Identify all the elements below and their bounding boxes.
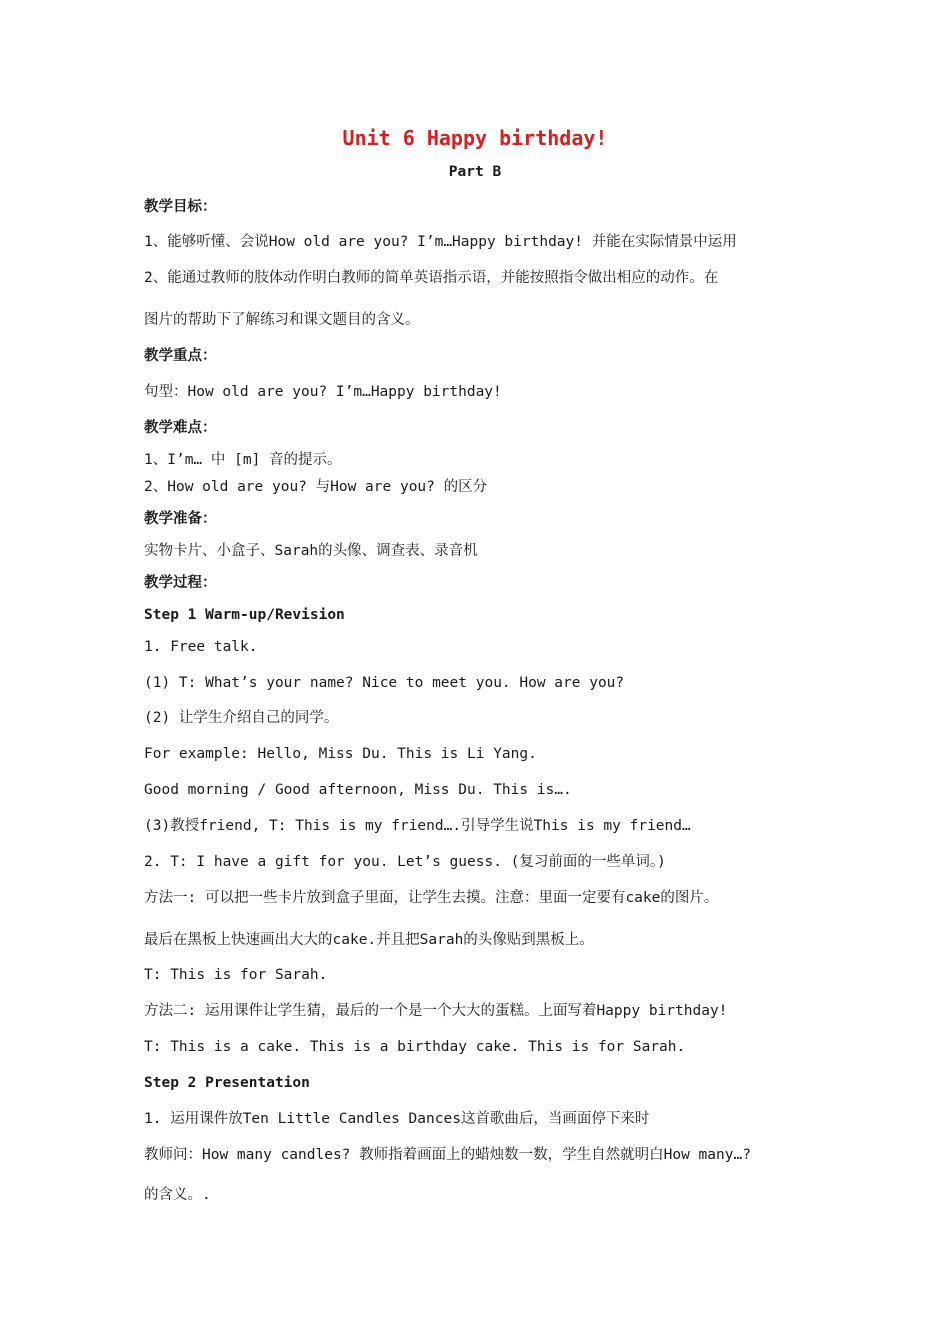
body-line: 实物卡片、小盒子、Sarah的头像、调查表、录音机 (144, 543, 478, 559)
body-line: 1. Free talk. (144, 639, 258, 655)
body-line: 2. T: I have a gift for you. Let’s guess. (复习前面的一些单词。) (144, 854, 666, 870)
body-line: 1、I’m… 中 [m] 音的提示。 (144, 452, 342, 468)
body-line: (1) T: What’s your name? Nice to meet you. How are you? (144, 675, 625, 691)
body-line: 句型：How old are you? I’m…Happy birthday! (144, 384, 502, 400)
section-heading: 教学重点： (144, 348, 217, 364)
body-line: 方法二: 运用课件让学生猜，最后的一个是一个大大的蛋糕。上面写着Happy birthday! (144, 1003, 728, 1019)
body-line: 的含义。. (144, 1187, 211, 1203)
body-line: 2、How old are you? 与How are you? 的区分 (144, 479, 488, 495)
body-line: 图片的帮助下了解练习和课文题目的含义。 (144, 312, 420, 328)
body-line: T: This is a cake. This is a birthday cake. This is for Sarah. (144, 1039, 686, 1055)
section-heading: 教学过程： (144, 575, 217, 591)
step-heading: Step 1 Warm-up/Revision (144, 607, 345, 623)
body-line: (3)教授friend, T: This is my friend….引导学生说This is my friend… (144, 818, 691, 834)
section-heading: 教学目标： (144, 199, 217, 215)
body-line: 方法一: 可以把一些卡片放到盒子里面，让学生去摸。注意：里面一定要有cake的图片。 (144, 890, 719, 906)
document-subtitle: Part B (448, 164, 502, 180)
body-line: Good morning / Good afternoon, Miss Du. This is…. (144, 782, 572, 798)
body-line: For example: Hello, Miss Du. This is Li Yang. (144, 746, 537, 762)
body-line: 2、能通过教师的肢体动作明白教师的简单英语指示语，并能按照指令做出相应的动作。在 (144, 270, 719, 286)
body-line: 1、能够听懂、会说How old are you? I’m…Happy birthday! 并能在实际情景中运用 (144, 234, 737, 250)
step-heading: Step 2 Presentation (144, 1075, 310, 1091)
body-line: 教师问：How many candles? 教师指着画面上的蜡烛数一数，学生自然就明白How many…? (144, 1147, 751, 1163)
body-line: (2) 让学生介绍自己的同学。 (144, 710, 339, 726)
body-line: 最后在黑板上快速画出大大的cake.并且把Sarah的头像贴到黑板上。 (144, 932, 594, 948)
body-line: 1. 运用课件放Ten Little Candles Dances这首歌曲后，当画面停下来时 (144, 1111, 650, 1127)
section-heading: 教学准备： (144, 511, 217, 527)
body-line: T: This is for Sarah. (144, 967, 328, 983)
section-heading: 教学难点： (144, 420, 217, 436)
document-title: Unit 6 Happy birthday! (342, 126, 608, 150)
